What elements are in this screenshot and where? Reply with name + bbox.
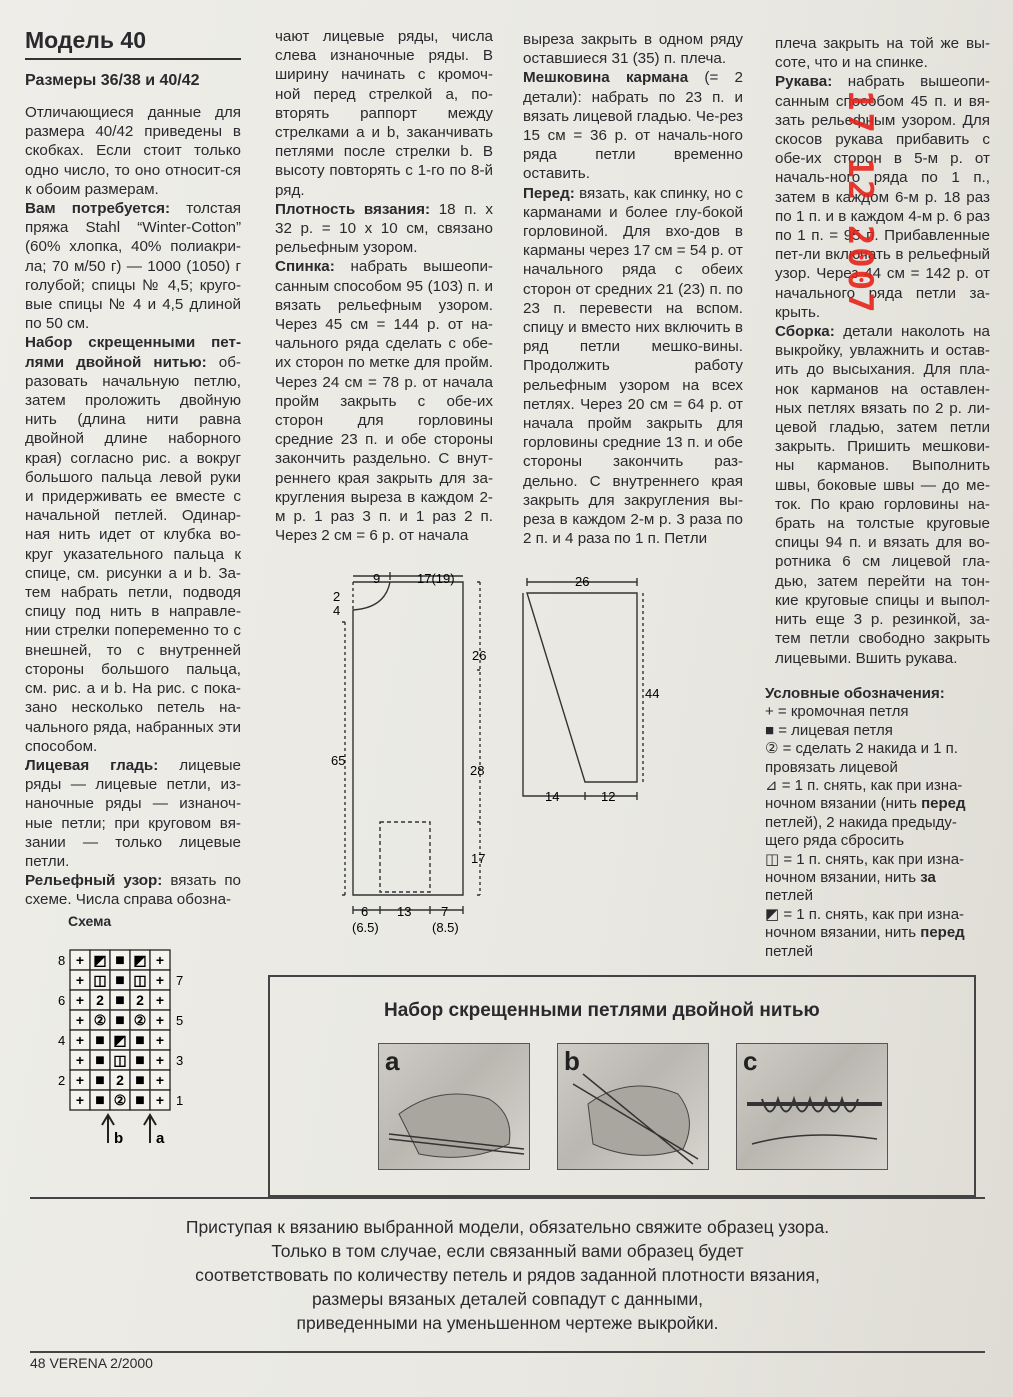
paragraph-text: плеча закрыть на той же вы-соте, что и на спинке. — [775, 35, 990, 72]
model-title: Модель 40 — [25, 27, 241, 60]
chart-cell-symbol: ■ — [135, 1072, 145, 1089]
dim-neck-drop-2: 2 — [333, 589, 341, 604]
paragraph-text: вязать по схеме. Числа справа обозна- — [25, 872, 241, 909]
chart-cell-symbol: 2 — [136, 992, 144, 1008]
legend-item-edge: + = кромочная петля — [765, 703, 909, 721]
paragraph-lead: Плотность вязания: — [275, 200, 431, 218]
paragraph-text: вязать, как спинку, но с карманами и более глу-бокой горловиной. Для вхо-дов в карманы через 17 см = 54 р. от начального ряда с обеих сторон от средних 21 (23) п. по 23 п. перевести на вспом. спицу и вместо них включить в ряд петли мешко-вины. Продолжить работу рельефным узором на всех петлях. Через 20 см = 64 р. от начала пройм закрыть для горловины средние 13 п. и обе стороны закончить раз-дельно. С внутреннего края закрыть для закругления вы-реза в каждом 2-м р. 3 раза по 2 п. и 4 раза по 1 п. Петли — [523, 184, 743, 548]
chart-cell-symbol: + — [75, 1052, 85, 1068]
text-column-4 — [775, 34, 990, 668]
chart-cell-symbol: + — [75, 972, 85, 988]
col4-paragraph — [775, 72, 990, 322]
col3-paragraph — [523, 30, 743, 68]
col3-paragraph — [523, 68, 743, 183]
row-label-4: 4 — [58, 1033, 66, 1048]
note-line-1: Приступая к вязанию выбранной модели, обязательно свяжите образец узора. — [185, 1217, 830, 1237]
chart-cell-symbol: 2 — [96, 992, 104, 1008]
chart-cell-symbol: ■ — [95, 1072, 105, 1089]
col2-paragraph — [275, 27, 493, 200]
col2-paragraph — [275, 200, 493, 258]
dim-sleeve-bottom-1: 14 — [545, 789, 560, 804]
paragraph-lead: Рельефный узор: — [25, 872, 163, 890]
scheme-title: Схема — [68, 913, 112, 929]
chart-cell-symbol: ■ — [115, 992, 125, 1009]
paragraph-lead: Мешковина кармана — [523, 69, 689, 87]
chart-cell-symbol: + — [155, 1072, 165, 1088]
photo-c — [736, 1043, 888, 1170]
legend-item-knit: ■ = лицевая петля — [765, 721, 893, 739]
paragraph-text: выреза закрыть в одном ряду оставшиеся 31 (35) п. плеча. — [523, 31, 743, 68]
arrow-b-icon — [102, 1115, 114, 1143]
chart-cell-symbol: ■ — [135, 1092, 145, 1109]
chart-cell-symbol: + — [75, 952, 85, 968]
chart-cell-symbol: 2 — [116, 1072, 124, 1088]
dim-neck-drop-4: 4 — [333, 603, 341, 618]
paragraph-text: (= 2 детали): набрать по 23 п. и вязать лицевой гладью. Че-рез 15 см = 36 р. от началь-ного ряда петли временно оставить. — [523, 69, 743, 183]
advice-note — [30, 1197, 985, 1353]
row-label-7: 7 — [176, 973, 184, 988]
col2-paragraph — [275, 257, 493, 545]
paragraph-text: детали наколоть на выкройку, увлажнить и остав-ить до высыхания. Для пла-нок карманов на оставлен-ных петлях вязать по 2 р. ли-цевой гладью, затем петли закрыть. Пришить мешкови-ны карманов. Выполнить швы, боковые швы — до ме-ток. По краю горловины на-брать на толстые круговые спицы 94 п. и вязать для во-ротника 6 см лицевой гла-дью, затем перейти на тон-кие круговые спицы и выпол-нить еще 3 р. резинкой, за-тем петли свободно закрыть лицевыми. Вшить рукава. — [775, 323, 990, 667]
photo-b — [557, 1043, 709, 1170]
chart-cell-symbol: + — [75, 1032, 85, 1048]
photo-c-label: c — [743, 1046, 758, 1076]
col1-paragraph — [25, 871, 241, 909]
text-column-2 — [275, 27, 493, 545]
paragraph-text: набрать вышеопи-санным способом 45 п. и вя-зать рельефным узором. Для скосов рукава прибавить с обе-их сторон в 5-м р. от началь-ного ряда по 1 п., затем в каждом 6-м р. 18 раз по 1 п. и в каждом 4-м р. 6 раз по 1 п. = 95 п. Прибавленные пет-ли включать в рельефный узор. Через 44 см = 142 р. от начального ряда петли за-крыть. — [775, 73, 990, 321]
chart-cell-symbol: ■ — [95, 1032, 105, 1049]
back-pattern-diagram — [325, 570, 495, 940]
hand-illustration-b — [558, 1044, 708, 1169]
dim-bottom-2: 13 — [397, 904, 412, 919]
chart-cell-symbol: + — [155, 1032, 165, 1048]
paragraph-lead: Спинка: — [275, 258, 335, 276]
paragraph-lead: Сборка: — [775, 323, 835, 341]
dim-bottom-alt-2: (8.5) — [432, 920, 459, 935]
paragraph-lead: Вам потребуется: — [25, 200, 171, 218]
chart-cell-symbol: ◩ — [93, 952, 107, 968]
col1-paragraph — [25, 199, 241, 333]
chart-cell-symbol: ② — [93, 1012, 107, 1028]
dim-neck-width: 9 — [373, 571, 381, 586]
arrow-a-icon — [144, 1115, 156, 1143]
col4-paragraph — [775, 34, 990, 72]
chart-cell-symbol: ■ — [95, 1092, 105, 1109]
row-label-8: 8 — [58, 953, 66, 968]
col1-paragraph — [25, 756, 241, 871]
chart-cell-symbol: ◫ — [93, 972, 107, 988]
chart-cell-symbol: + — [155, 1092, 165, 1108]
chart-cell-symbol: + — [155, 992, 165, 1008]
arrow-b-label: b — [114, 1130, 124, 1147]
col1-paragraph — [25, 333, 241, 755]
chart-cell-symbol: ■ — [135, 1052, 145, 1069]
note-line-5: приведенными на уменьшенном чертеже выкройки. — [296, 1313, 719, 1333]
chart-cell-symbol: + — [75, 1092, 85, 1108]
paragraph-text: набрать вышеопи-санным способом 95 (103) п. и вязать рельефным узором. Через 45 см = 144 р. от на-чального ряда сделать с обе-их сторон по метке для пройм. Через 24 см = 78 р. от начала пройм закрыть с обе-их сторон для горловины средние 23 п. и обе стороны закончить раздельно. С внут-реннего края закрыть для за-кругления выреза в каждом 2-м р. 1 раз 3 п. и 1 раз 2 п. Через 2 см = 6 р. от начала — [275, 258, 493, 545]
chart-cell-symbol: ■ — [115, 972, 125, 989]
row-label-5: 5 — [176, 1013, 184, 1028]
legend — [765, 685, 980, 961]
note-line-3: соответствовать по количеству петель и рядов заданной плотности вязания, — [195, 1265, 820, 1285]
back-outline — [353, 582, 463, 895]
dim-pocket-height: 17 — [471, 851, 486, 866]
chart-cell-symbol: ◫ — [133, 972, 147, 988]
chart-cell-symbol: ◩ — [133, 952, 147, 968]
chart-cell-symbol: ■ — [115, 1012, 125, 1029]
chart-cell-symbol: ■ — [115, 952, 125, 969]
legend-item-slip-front: ◩ = 1 п. снять, как при изна-ночном вязании, нить перед петлей — [765, 905, 965, 960]
paragraph-text: лицевые ряды — лицевые петли, из-наночные ряды — изнаноч-ные петли; при круговом вя-зании — только лицевые петли. — [25, 756, 241, 870]
dim-side: 28 — [470, 763, 485, 778]
row-label-2: 2 — [58, 1073, 66, 1088]
dim-bottom-1: 6 — [361, 904, 369, 919]
dim-bottom-alt-1: (6.5) — [352, 920, 379, 935]
chart-cell-symbol: ② — [133, 1012, 147, 1028]
sleeve-pattern-diagram — [515, 570, 670, 810]
arrow-a-label: a — [156, 1130, 165, 1147]
chart-cell-symbol: ◫ — [113, 1052, 127, 1068]
text-column-3 — [523, 30, 743, 548]
dim-sleeve-bottom-2: 12 — [601, 789, 616, 804]
chart-cell-symbol: + — [75, 1072, 85, 1088]
figure-title: Набор скрещенными петлями двойной нитью — [384, 1000, 820, 1021]
photo-a — [378, 1043, 530, 1170]
row-label-6: 6 — [58, 993, 66, 1008]
paragraph-lead: Лицевая гладь: — [25, 756, 159, 774]
dim-shoulder: 17(19) — [417, 571, 455, 586]
paragraph-text: об-разовать начальную петлю, затем проложить двойную нить (длина нити равна двойной длине наборного края) согласно рис. а вокруг большого пальца левой руки и придерживать ее вместе с начальной петлей. Одинар-ная нить идет от клубка во-круг указательного пальца к спице, см. рисунки а и b. За-тем набрать петли, подводя спицу под нить в направле-нии стрелки попеременно то с внешней, то с внутренней стороны большого пальца, см. рис. а и b. На рис. с пока-зано несколько петель на-чального ряда, набранных эти способом. — [25, 353, 241, 755]
chart-cell-symbol: ■ — [135, 1032, 145, 1049]
paragraph-text: толстая пряжа Stahl “Winter-Cotton” (60% хлопка, 40% полиакри-ла; 70 м/50 г) — 1000 (1050) г голубой; спицы № 4,5; круго-вые спицы № 4 и 4,5 длиной по 50 см. — [25, 200, 241, 333]
chart-cell-symbol: + — [155, 1052, 165, 1068]
pocket-outline — [380, 822, 430, 892]
paragraph-text: Отличающиеся данные для размера 40/42 приведены в скобках. Если стоит только одно число, то оно относит-ся к обоим размерам. — [25, 104, 241, 198]
photo-a-label: a — [385, 1046, 400, 1076]
paragraph-lead: Рукава: — [775, 73, 833, 91]
chart-cell-symbol: + — [155, 952, 165, 968]
hand-illustration-a — [379, 1044, 529, 1169]
date-stamp-watermark: 17 12 2007 — [840, 90, 880, 315]
chart-cell-symbol: ■ — [95, 1052, 105, 1069]
note-line-4: размеры вязаных деталей совпадут с данными, — [311, 1289, 704, 1309]
chart-cell-symbol: + — [75, 992, 85, 1008]
col3-paragraph — [523, 184, 743, 549]
col4-paragraph — [775, 322, 990, 668]
chart-cell-symbol: + — [75, 1012, 85, 1028]
sizes-heading: Размеры 36/38 и 40/42 — [25, 72, 200, 89]
dim-armhole: 26 — [472, 648, 487, 663]
chart-cell-symbol: + — [155, 1012, 165, 1028]
paragraph-text: чают лицевые ряды, числа слева изнаночные ряды. В ширину начинать с кромоч-ной перед стрелкой а, по-вторять раппорт между стрелками а и b, заканчивать петлями после стрелки b. В высоту повторять с 1-го по 8-й ряд. — [275, 28, 493, 199]
legend-item-slip-back: ◫ = 1 п. снять, как при изна-ночном вязании, нить за петлей — [765, 850, 965, 905]
legend-item-yarnover: ② = сделать 2 накида и 1 п. провязать лицевой — [765, 740, 958, 776]
photo-b-label: b — [564, 1046, 580, 1076]
dim-sleeve-top: 26 — [575, 574, 590, 589]
note-line-2: Только в том случае, если связанный вами образец будет — [271, 1241, 744, 1261]
chart-cell-symbol: ◩ — [113, 1032, 127, 1048]
dim-bottom-3: 7 — [441, 904, 449, 919]
row-label-3: 3 — [176, 1053, 184, 1068]
paragraph-text: 18 п. х 32 р. = 10 х 10 см, связано рельефным узором. — [275, 200, 493, 257]
chart-cell-symbol: ② — [113, 1092, 127, 1108]
legend-title: Условные обозначения: — [765, 685, 945, 702]
row-label-1: 1 — [176, 1093, 184, 1108]
legend-item-slip-front-drop: ⊿ = 1 п. снять, как при изна-ночном вязании (нить перед петлей), 2 накида предыду-щего ряда сбросить — [765, 777, 966, 850]
paragraph-lead: Набор скрещенными пет-лями двойной нитью: — [25, 334, 241, 371]
sleeve-outline — [527, 593, 637, 782]
dim-total-length: 65 — [331, 753, 346, 768]
dim-sleeve-height: 44 — [645, 686, 660, 701]
page-footer: 48 VERENA 2/2000 — [30, 1355, 153, 1371]
needle-cast-on-illustration — [737, 1044, 887, 1169]
chart-cell-symbol: + — [155, 972, 165, 988]
paragraph-lead: Перед: — [523, 184, 575, 202]
stitch-chart — [50, 945, 200, 1150]
text-column-1 — [25, 103, 241, 910]
col1-paragraph — [25, 103, 241, 199]
